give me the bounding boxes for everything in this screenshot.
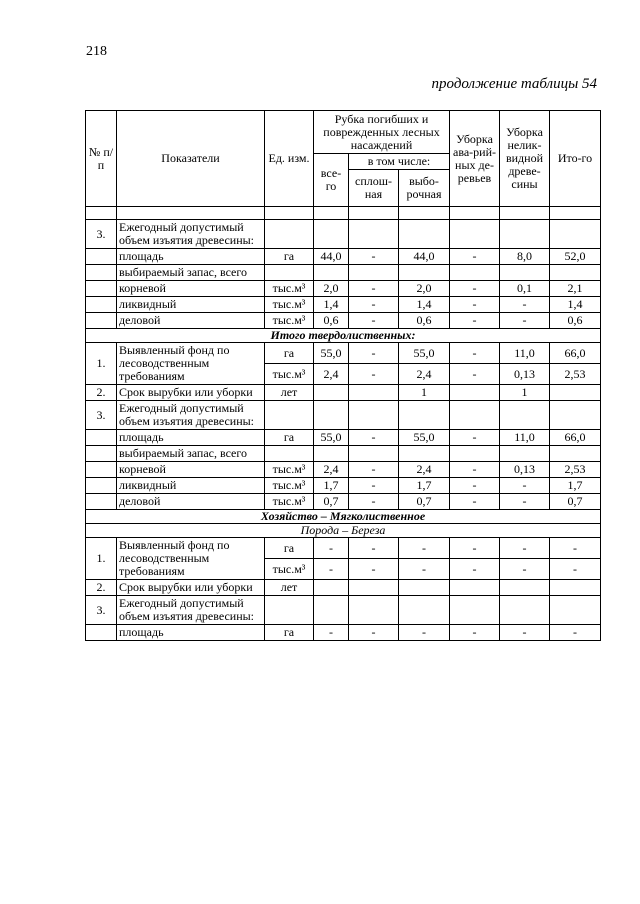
section-title: Хозяйство – Мягколиственное (86, 510, 601, 524)
row-value: 55,0 (399, 430, 450, 446)
header-indicator: Показатели (117, 111, 265, 207)
row-value: 1,7 (550, 478, 601, 494)
row-value (399, 220, 450, 249)
row-value: - (550, 625, 601, 641)
row-value: - (550, 538, 601, 559)
row-value (500, 596, 550, 625)
row-value: - (450, 281, 500, 297)
row-value: - (500, 538, 550, 559)
row-value: 55,0 (399, 343, 450, 364)
spacer-cell (265, 207, 314, 220)
row-value (550, 401, 601, 430)
row-value (450, 220, 500, 249)
row-value: 2,0 (399, 281, 450, 297)
table-row (86, 401, 601, 430)
row-value (399, 596, 450, 625)
row-value: - (349, 430, 399, 446)
row-value: 2,53 (550, 462, 601, 478)
row-value (550, 220, 601, 249)
row-value: - (399, 625, 450, 641)
row-value (500, 265, 550, 281)
row-label: корневой (117, 462, 265, 478)
row-number (86, 625, 117, 641)
spacer-cell (450, 207, 500, 220)
row-unit: га (265, 343, 314, 364)
row-unit (265, 596, 314, 625)
row-value: - (500, 478, 550, 494)
row-value (314, 596, 349, 625)
row-number (86, 297, 117, 313)
row-unit (265, 265, 314, 281)
spacer-cell (314, 207, 349, 220)
row-value: - (450, 249, 500, 265)
row-value: - (349, 249, 399, 265)
table-row (86, 430, 601, 446)
row-label: Ежегодный допустимый объем изъятия древесины: (117, 401, 265, 430)
row-label: Выявленный фонд по лесоводственным требованиям (117, 538, 265, 580)
row-number: 2. (86, 385, 117, 401)
row-number (86, 446, 117, 462)
row-value (500, 401, 550, 430)
table-header (86, 111, 601, 207)
spacer-cell (500, 207, 550, 220)
subsection-row (86, 524, 601, 538)
row-unit (265, 220, 314, 249)
row-value: 1,4 (314, 297, 349, 313)
header-felling-group: Рубка погибших и поврежденных лесных насаждений (314, 111, 450, 154)
row-value: 11,0 (500, 430, 550, 446)
table-row (86, 625, 601, 641)
spacer-cell (399, 207, 450, 220)
row-number (86, 249, 117, 265)
row-value (450, 385, 500, 401)
row-value (550, 596, 601, 625)
row-value: - (349, 313, 399, 329)
row-value (314, 265, 349, 281)
header-including: в том числе: (349, 154, 450, 170)
header-grand-total: Ито-го (550, 111, 601, 207)
row-value: - (349, 625, 399, 641)
row-value (399, 265, 450, 281)
row-value (550, 446, 601, 462)
row-value: 66,0 (550, 430, 601, 446)
row-value: 0,7 (399, 494, 450, 510)
row-value (450, 446, 500, 462)
row-unit (265, 401, 314, 430)
row-value: 2,4 (314, 462, 349, 478)
row-label: площадь (117, 625, 265, 641)
row-value: 0,7 (550, 494, 601, 510)
row-value: 55,0 (314, 343, 349, 364)
row-value (450, 580, 500, 596)
row-label: выбираемый запас, всего (117, 446, 265, 462)
table-row (86, 446, 601, 462)
row-label: корневой (117, 281, 265, 297)
row-number (86, 265, 117, 281)
row-label: деловой (117, 313, 265, 329)
row-number: 3. (86, 401, 117, 430)
row-unit: га (265, 538, 314, 559)
row-value (349, 220, 399, 249)
spacer-cell (117, 207, 265, 220)
row-unit: тыс.м³ (265, 297, 314, 313)
row-value: - (399, 538, 450, 559)
row-value: - (349, 478, 399, 494)
row-value (500, 580, 550, 596)
table-row (86, 494, 601, 510)
section-title: Итого твердолиственных: (86, 329, 601, 343)
row-number (86, 478, 117, 494)
row-value: 0,7 (314, 494, 349, 510)
row-value (550, 385, 601, 401)
row-label: Срок вырубки или уборки (117, 385, 265, 401)
row-value (349, 596, 399, 625)
spacer-cell (550, 207, 601, 220)
row-value: - (500, 625, 550, 641)
row-value: - (349, 538, 399, 559)
row-value: - (550, 559, 601, 580)
row-value: - (314, 538, 349, 559)
table-row (86, 281, 601, 297)
header-total: все-го (314, 154, 349, 207)
table-row (86, 462, 601, 478)
header-selective: выбо-рочная (399, 170, 450, 207)
table-caption: продолжение таблицы 54 (431, 76, 597, 92)
row-value: - (349, 281, 399, 297)
row-number: 1. (86, 538, 117, 580)
table-row (86, 580, 601, 596)
row-value (450, 265, 500, 281)
row-value: - (349, 297, 399, 313)
row-unit: га (265, 625, 314, 641)
header-nonliquid: Уборка нелик-видной древе-сины (500, 111, 550, 207)
data-table (85, 110, 601, 641)
row-value: - (450, 538, 500, 559)
row-value (314, 220, 349, 249)
row-value: 55,0 (314, 430, 349, 446)
row-value: 0,13 (500, 364, 550, 385)
spacer-cell (86, 207, 117, 220)
row-value: 0,6 (314, 313, 349, 329)
row-value: - (450, 343, 500, 364)
table-row (86, 297, 601, 313)
row-value (349, 446, 399, 462)
spacer-row (86, 207, 601, 220)
row-unit: тыс.м³ (265, 364, 314, 385)
row-unit: лет (265, 385, 314, 401)
row-unit: га (265, 249, 314, 265)
row-value: - (450, 559, 500, 580)
row-unit: тыс.м³ (265, 478, 314, 494)
row-value: 1,4 (550, 297, 601, 313)
row-number: 3. (86, 220, 117, 249)
row-number: 3. (86, 596, 117, 625)
row-value (500, 220, 550, 249)
row-value (349, 580, 399, 596)
row-value (314, 401, 349, 430)
row-label: ликвидный (117, 297, 265, 313)
row-unit: га (265, 430, 314, 446)
header-emergency: Уборка ава-рий-ных де-ревьев (450, 111, 500, 207)
table-row (86, 249, 601, 265)
header-unit: Ед. изм. (265, 111, 314, 207)
section-row (86, 510, 601, 524)
row-value: 44,0 (314, 249, 349, 265)
row-value (399, 446, 450, 462)
row-label: Выявленный фонд по лесоводственным требованиям (117, 343, 265, 385)
row-value (314, 580, 349, 596)
table-row (86, 220, 601, 249)
table-body (86, 207, 601, 641)
row-value: - (500, 494, 550, 510)
header-clear: сплош-ная (349, 170, 399, 207)
row-value (399, 580, 450, 596)
row-value: - (500, 297, 550, 313)
row-value (450, 596, 500, 625)
row-value (550, 580, 601, 596)
row-label: Ежегодный допустимый объем изъятия древесины: (117, 596, 265, 625)
row-number: 1. (86, 343, 117, 385)
row-value: 2,4 (399, 364, 450, 385)
row-value (314, 446, 349, 462)
row-value: - (450, 297, 500, 313)
row-number: 2. (86, 580, 117, 596)
row-label: площадь (117, 430, 265, 446)
row-value (500, 446, 550, 462)
row-value: 2,4 (399, 462, 450, 478)
table-row (86, 265, 601, 281)
row-value: - (349, 462, 399, 478)
row-value: - (314, 559, 349, 580)
row-value: 1 (500, 385, 550, 401)
row-value: 8,0 (500, 249, 550, 265)
row-value: 1 (399, 385, 450, 401)
row-value (349, 401, 399, 430)
row-number (86, 462, 117, 478)
row-label: площадь (117, 249, 265, 265)
header-num: № п/п (86, 111, 117, 207)
row-value: 2,4 (314, 364, 349, 385)
row-label: деловой (117, 494, 265, 510)
row-value: - (399, 559, 450, 580)
row-value: 44,0 (399, 249, 450, 265)
row-value: 0,13 (500, 462, 550, 478)
row-label: Ежегодный допустимый объем изъятия древесины: (117, 220, 265, 249)
row-number (86, 494, 117, 510)
row-number (86, 313, 117, 329)
table-row (86, 313, 601, 329)
row-value: 0,6 (399, 313, 450, 329)
row-value (349, 265, 399, 281)
row-value: 1,7 (314, 478, 349, 494)
subsection-title: Порода – Береза (86, 524, 601, 538)
spacer-cell (349, 207, 399, 220)
row-unit: тыс.м³ (265, 462, 314, 478)
table-row (86, 385, 601, 401)
row-label: ликвидный (117, 478, 265, 494)
row-number (86, 430, 117, 446)
row-value: - (500, 313, 550, 329)
table-row (86, 478, 601, 494)
row-value: - (349, 364, 399, 385)
row-number (86, 281, 117, 297)
row-value (349, 385, 399, 401)
row-unit: тыс.м³ (265, 494, 314, 510)
section-row (86, 329, 601, 343)
row-unit: тыс.м³ (265, 559, 314, 580)
row-value: 2,0 (314, 281, 349, 297)
row-value: 0,1 (500, 281, 550, 297)
row-value: - (500, 559, 550, 580)
table-row (86, 343, 601, 364)
row-value: - (450, 364, 500, 385)
row-unit: лет (265, 580, 314, 596)
table-row (86, 538, 601, 559)
row-unit: тыс.м³ (265, 313, 314, 329)
row-value: 2,53 (550, 364, 601, 385)
row-value (450, 401, 500, 430)
row-value: - (450, 625, 500, 641)
row-value: 66,0 (550, 343, 601, 364)
row-value (314, 385, 349, 401)
row-value (399, 401, 450, 430)
row-value: - (349, 343, 399, 364)
row-value: - (450, 462, 500, 478)
row-unit (265, 446, 314, 462)
row-value: - (450, 478, 500, 494)
row-value: - (450, 430, 500, 446)
row-value: 2,1 (550, 281, 601, 297)
row-label: Срок вырубки или уборки (117, 580, 265, 596)
row-unit: тыс.м³ (265, 281, 314, 297)
row-value: 0,6 (550, 313, 601, 329)
row-value: - (314, 625, 349, 641)
row-value: - (450, 494, 500, 510)
row-value: 52,0 (550, 249, 601, 265)
row-label: выбираемый запас, всего (117, 265, 265, 281)
row-value: - (349, 559, 399, 580)
table-row (86, 596, 601, 625)
row-value: 11,0 (500, 343, 550, 364)
page-number: 218 (86, 44, 107, 59)
row-value: - (450, 313, 500, 329)
row-value: 1,7 (399, 478, 450, 494)
row-value: - (349, 494, 399, 510)
row-value: 1,4 (399, 297, 450, 313)
row-value (550, 265, 601, 281)
